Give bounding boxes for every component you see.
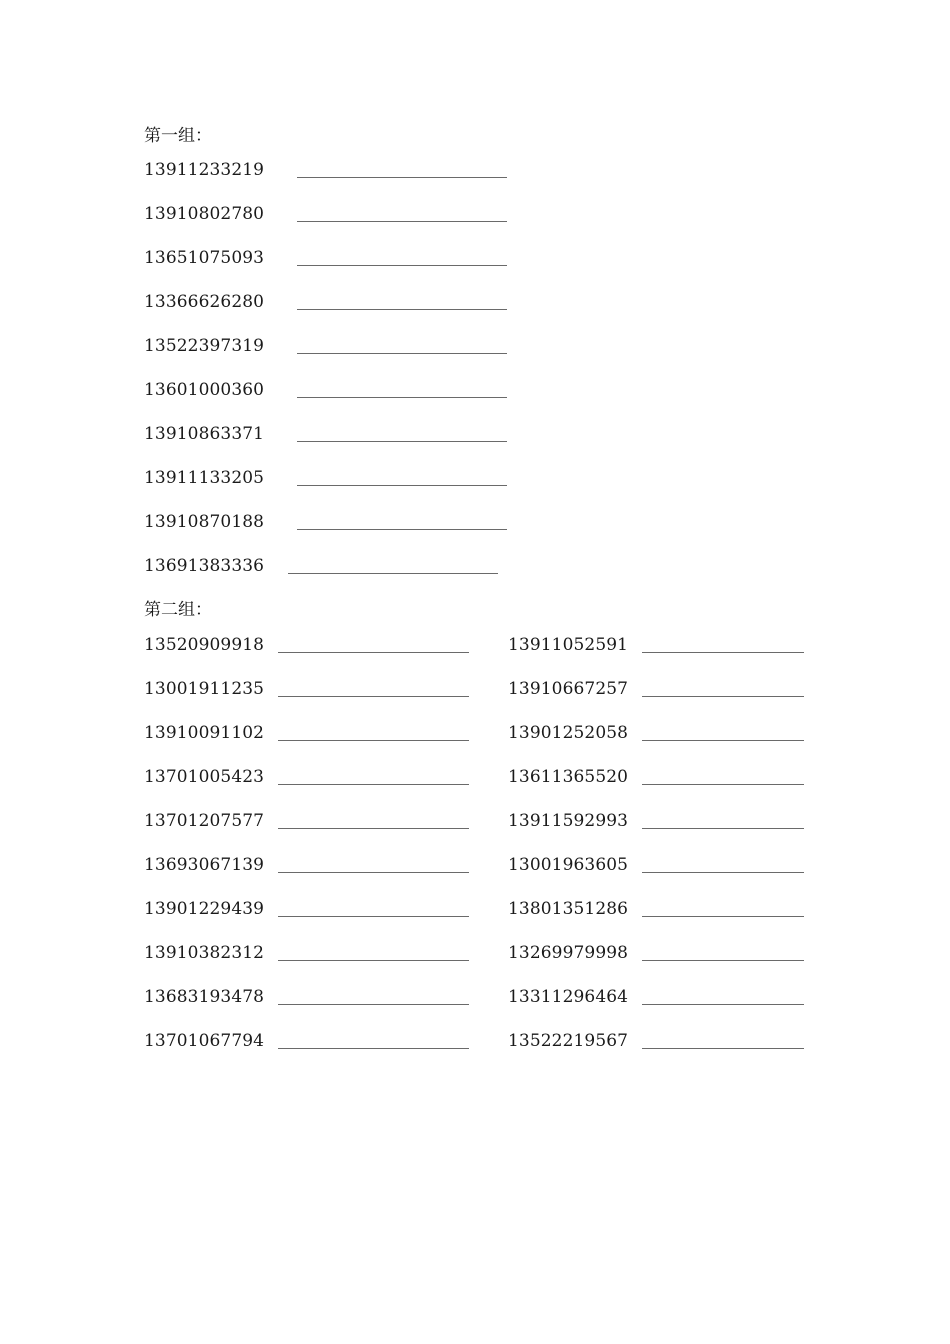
phone-number: 13001963605 (508, 855, 629, 875)
answer-blank[interactable] (297, 265, 507, 266)
phone-number: 13910863371 (144, 424, 265, 444)
phone-number: 13311296464 (508, 987, 629, 1007)
answer-blank[interactable] (278, 784, 469, 785)
answer-blank[interactable] (297, 221, 507, 222)
phone-number: 13001911235 (144, 679, 265, 699)
phone-number: 13693067139 (144, 855, 265, 875)
answer-blank[interactable] (642, 1048, 804, 1049)
phone-number: 13910091102 (144, 723, 265, 743)
answer-blank[interactable] (642, 652, 804, 653)
phone-number: 13910667257 (508, 679, 629, 699)
phone-number: 13701005423 (144, 767, 265, 787)
answer-blank[interactable] (642, 1004, 804, 1005)
phone-number: 13701207577 (144, 811, 265, 831)
answer-blank[interactable] (642, 828, 804, 829)
answer-blank[interactable] (297, 353, 507, 354)
phone-number: 13801351286 (508, 899, 629, 919)
phone-number: 13651075093 (144, 248, 265, 268)
phone-number: 13269979998 (508, 943, 629, 963)
answer-blank[interactable] (278, 1004, 469, 1005)
answer-blank[interactable] (297, 177, 507, 178)
answer-blank[interactable] (278, 828, 469, 829)
answer-blank[interactable] (278, 652, 469, 653)
phone-number: 13910870188 (144, 512, 265, 532)
answer-blank[interactable] (278, 960, 469, 961)
answer-blank[interactable] (642, 960, 804, 961)
phone-number: 13366626280 (144, 292, 265, 312)
phone-number: 13691383336 (144, 556, 265, 576)
answer-blank[interactable] (288, 573, 498, 574)
answer-blank[interactable] (642, 872, 804, 873)
phone-number: 13901252058 (508, 723, 629, 743)
phone-number: 13522397319 (144, 336, 265, 356)
answer-blank[interactable] (297, 397, 507, 398)
answer-blank[interactable] (297, 309, 507, 310)
answer-blank[interactable] (278, 916, 469, 917)
phone-number: 13683193478 (144, 987, 265, 1007)
phone-number: 13910382312 (144, 943, 265, 963)
answer-blank[interactable] (278, 696, 469, 697)
phone-number: 13601000360 (144, 380, 265, 400)
answer-blank[interactable] (642, 916, 804, 917)
answer-blank[interactable] (297, 529, 507, 530)
answer-blank[interactable] (278, 740, 469, 741)
phone-number: 13910802780 (144, 204, 265, 224)
answer-blank[interactable] (297, 441, 507, 442)
phone-number: 13611365520 (508, 767, 629, 787)
phone-number: 13901229439 (144, 899, 265, 919)
phone-number: 13911233219 (144, 160, 265, 180)
group1-heading: 第一组： (144, 126, 212, 146)
phone-number: 13911052591 (508, 635, 629, 655)
phone-number: 13520909918 (144, 635, 265, 655)
answer-blank[interactable] (278, 872, 469, 873)
answer-blank[interactable] (642, 784, 804, 785)
answer-blank[interactable] (642, 740, 804, 741)
phone-number: 13911133205 (144, 468, 265, 488)
group2-heading: 第二组： (144, 600, 212, 620)
phone-number: 13522219567 (508, 1031, 629, 1051)
answer-blank[interactable] (642, 696, 804, 697)
phone-number: 13701067794 (144, 1031, 265, 1051)
answer-blank[interactable] (278, 1048, 469, 1049)
answer-blank[interactable] (297, 485, 507, 486)
phone-number: 13911592993 (508, 811, 629, 831)
